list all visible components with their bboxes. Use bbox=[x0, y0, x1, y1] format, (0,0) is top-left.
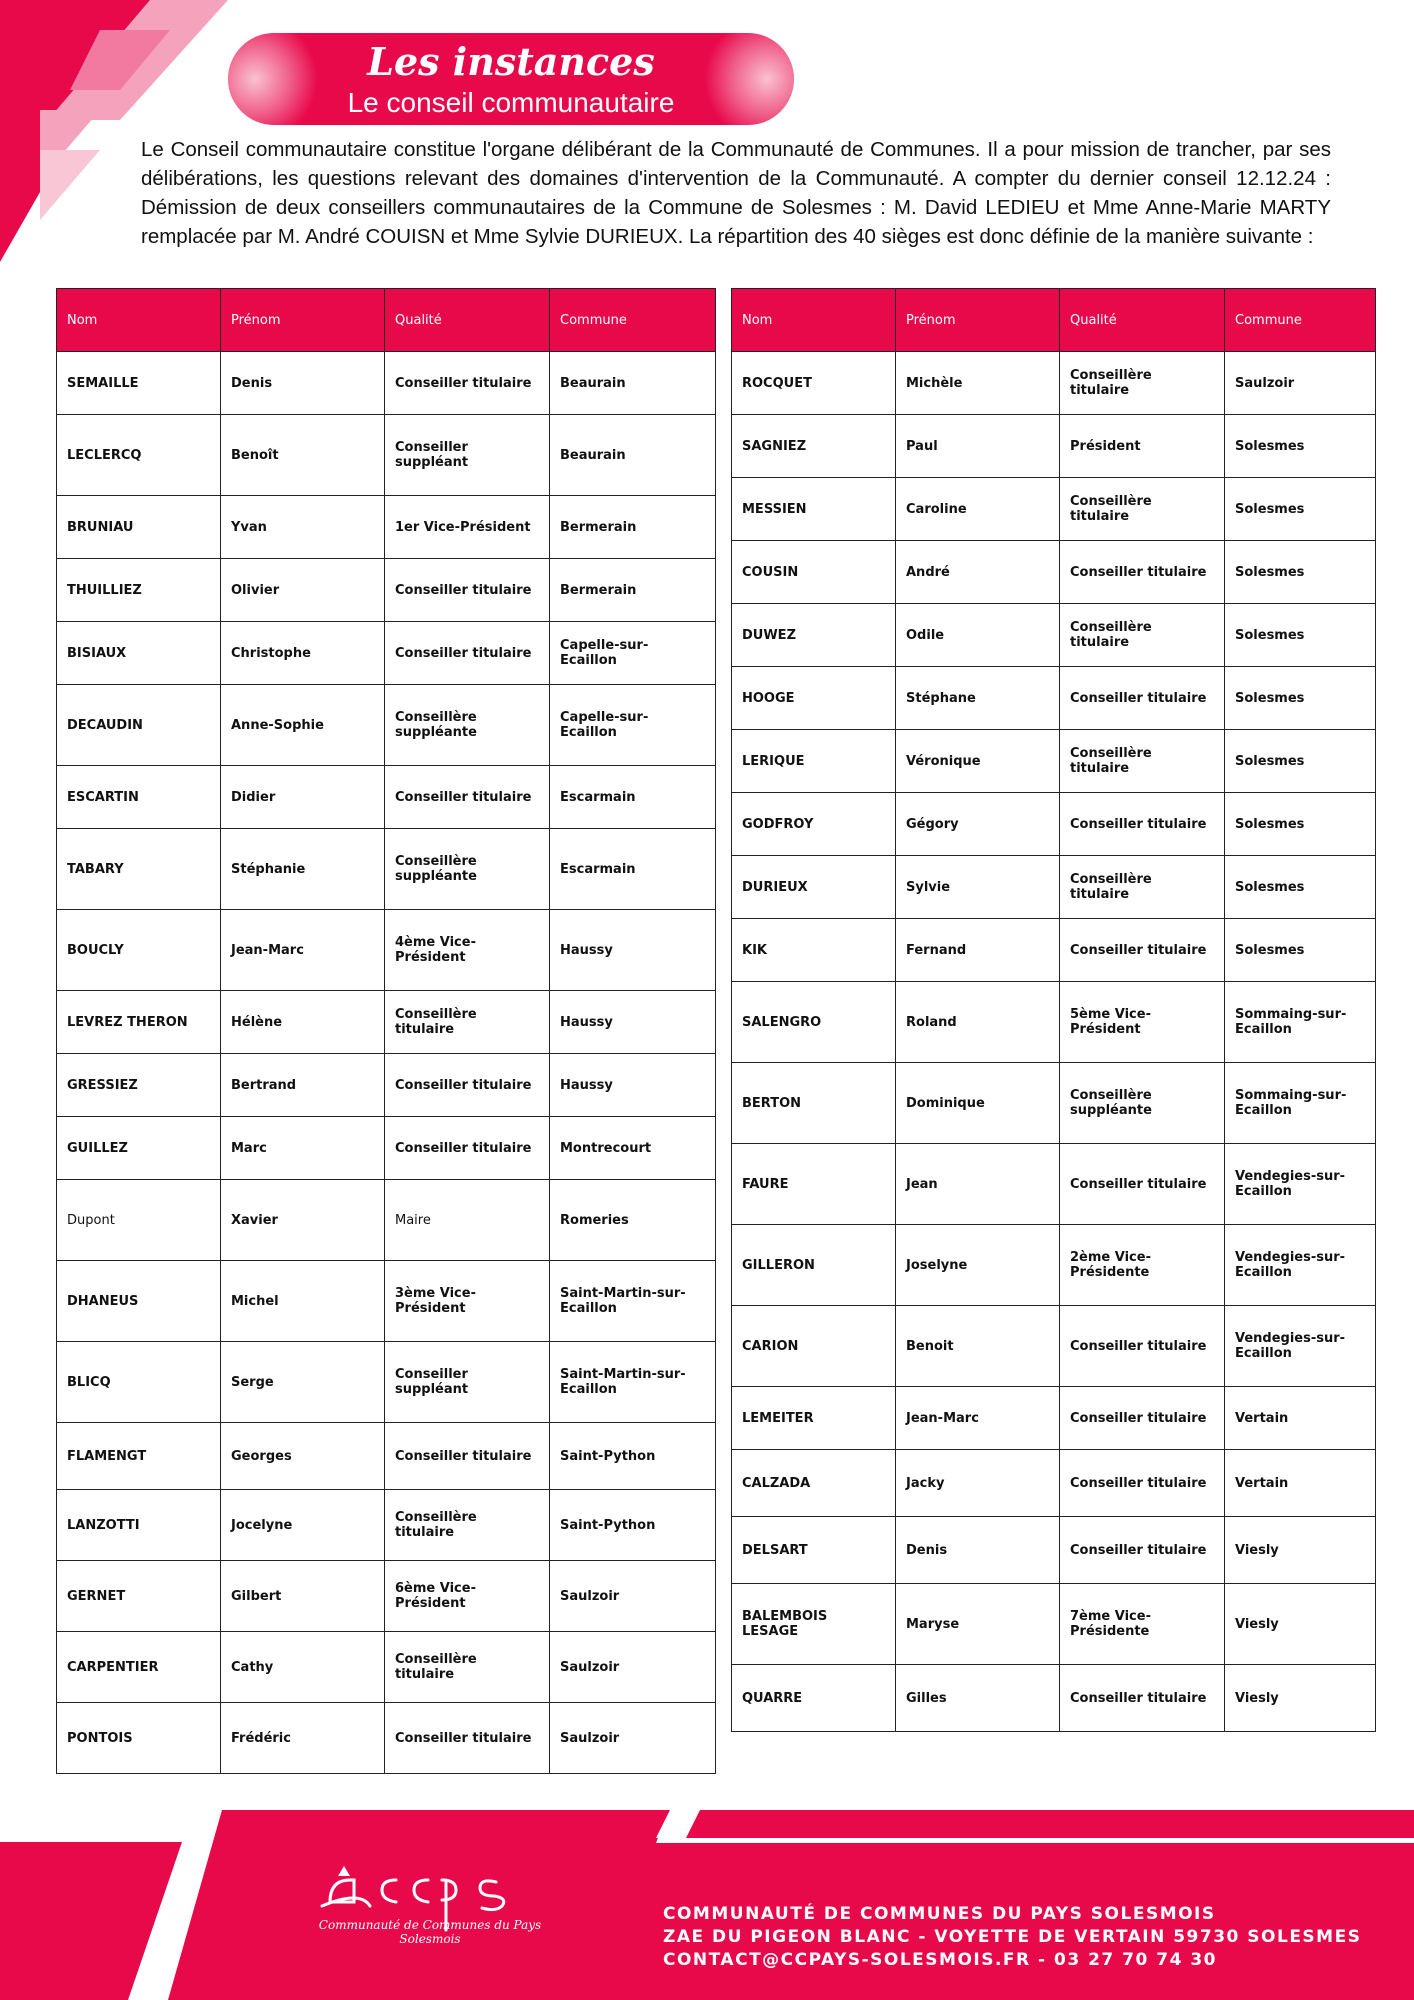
cell-commune: Solesmes bbox=[1225, 667, 1376, 730]
table-row bbox=[57, 766, 716, 829]
cell-commune: Saulzoir bbox=[550, 1561, 716, 1632]
cell-commune: Solesmes bbox=[1225, 793, 1376, 856]
table-row bbox=[57, 415, 716, 496]
cell-prenom: Denis bbox=[221, 352, 385, 415]
cell-commune: Sommaing-sur-Ecaillon bbox=[1225, 1063, 1376, 1144]
cell-nom: THUILLIEZ bbox=[57, 559, 221, 622]
table-row bbox=[732, 604, 1376, 667]
cell-qualite: Conseillère suppléante bbox=[385, 829, 550, 910]
col-header-qualite: Qualité bbox=[385, 289, 550, 352]
table-row bbox=[732, 1306, 1376, 1387]
cell-prenom: Jacky bbox=[896, 1450, 1060, 1517]
table-row bbox=[57, 559, 716, 622]
cell-qualite: 2ème Vice-Présidente bbox=[1060, 1225, 1225, 1306]
cell-commune: Solesmes bbox=[1225, 730, 1376, 793]
cell-prenom: Véronique bbox=[896, 730, 1060, 793]
cell-qualite: Conseiller titulaire bbox=[1060, 1306, 1225, 1387]
cell-nom: BERTON bbox=[732, 1063, 896, 1144]
council-table-right bbox=[731, 288, 1376, 1732]
cell-qualite: Conseiller titulaire bbox=[385, 352, 550, 415]
table-row bbox=[57, 1117, 716, 1180]
cell-nom: TABARY bbox=[57, 829, 221, 910]
cell-prenom: Cathy bbox=[221, 1632, 385, 1703]
cell-commune: Saint-Martin-sur-Ecaillon bbox=[550, 1261, 716, 1342]
cell-prenom: Gilbert bbox=[221, 1561, 385, 1632]
cell-prenom: Anne-Sophie bbox=[221, 685, 385, 766]
cell-prenom: Georges bbox=[221, 1423, 385, 1490]
cell-qualite: Conseillère suppléante bbox=[385, 685, 550, 766]
cell-nom: HOOGE bbox=[732, 667, 896, 730]
cell-qualite: Conseillère titulaire bbox=[385, 991, 550, 1054]
cell-nom: DURIEUX bbox=[732, 856, 896, 919]
contact-address: ZAE DU PIGEON BLANC - VOYETTE DE VERTAIN 59730 SOLESMES bbox=[663, 1927, 1362, 1947]
cell-commune: Haussy bbox=[550, 1054, 716, 1117]
cell-prenom: Michel bbox=[221, 1261, 385, 1342]
cell-nom: LANZOTTI bbox=[57, 1490, 221, 1561]
cell-qualite: Conseillère suppléante bbox=[1060, 1063, 1225, 1144]
cell-prenom: Joselyne bbox=[896, 1225, 1060, 1306]
cell-commune: Vendegies-sur-Ecaillon bbox=[1225, 1144, 1376, 1225]
table-row bbox=[732, 415, 1376, 478]
cell-qualite: Conseiller titulaire bbox=[1060, 667, 1225, 730]
cell-qualite: Conseillère titulaire bbox=[1060, 352, 1225, 415]
cell-prenom: Olivier bbox=[221, 559, 385, 622]
table-row bbox=[732, 1063, 1376, 1144]
cell-commune: Escarmain bbox=[550, 829, 716, 910]
cell-commune: Solesmes bbox=[1225, 856, 1376, 919]
cell-qualite: 6ème Vice-Président bbox=[385, 1561, 550, 1632]
cell-prenom: Serge bbox=[221, 1342, 385, 1423]
col-header-qualite: Qualité bbox=[1060, 289, 1225, 352]
cell-qualite: Conseillère titulaire bbox=[1060, 856, 1225, 919]
cell-qualite: 3ème Vice-Président bbox=[385, 1261, 550, 1342]
cell-nom: DUWEZ bbox=[732, 604, 896, 667]
cell-qualite: 1er Vice-Président bbox=[385, 496, 550, 559]
cell-nom: KIK bbox=[732, 919, 896, 982]
cell-nom: LECLERCQ bbox=[57, 415, 221, 496]
cell-nom: SEMAILLE bbox=[57, 352, 221, 415]
table-row bbox=[732, 1450, 1376, 1517]
cell-prenom: Odile bbox=[896, 604, 1060, 667]
intro-paragraph: Le Conseil communautaire constitue l'organe délibérant de la Communauté de Communes. Il a pour mission de trancher, par ses délibérations, les questions relevant des domaines d'intervention de la Communauté. A compter du dernier conseil 12.12.24 : Démission de deux conseillers communautaires de la Commune de Solesmes : M. David LEDIEU et Mme Anne-Marie MARTY remplacée par M. André COUISN et Mme Sylvie DURIEUX. La répartition des 40 sièges est donc définie de la manière suivante : bbox=[141, 138, 1331, 248]
cell-nom: FAURE bbox=[732, 1144, 896, 1225]
cell-commune: Solesmes bbox=[1225, 415, 1376, 478]
cell-prenom: Gégory bbox=[896, 793, 1060, 856]
cell-commune: Vendegies-sur-Ecaillon bbox=[1225, 1306, 1376, 1387]
cell-commune: Vendegies-sur-Ecaillon bbox=[1225, 1225, 1376, 1306]
contact-block bbox=[663, 1903, 1361, 1972]
cell-commune: Solesmes bbox=[1225, 541, 1376, 604]
cell-nom: PONTOIS bbox=[57, 1703, 221, 1774]
table-row bbox=[57, 622, 716, 685]
cell-prenom: Stéphanie bbox=[221, 829, 385, 910]
cell-qualite: Conseiller titulaire bbox=[1060, 541, 1225, 604]
cell-commune: Haussy bbox=[550, 991, 716, 1054]
table-row bbox=[732, 982, 1376, 1063]
table-header-row bbox=[57, 289, 716, 352]
table-row bbox=[732, 919, 1376, 982]
table-row bbox=[732, 1517, 1376, 1584]
table-row bbox=[732, 541, 1376, 604]
logo-caption: Communauté de Communes du Pays Solesmois bbox=[318, 1918, 542, 1946]
cell-qualite: Conseiller titulaire bbox=[1060, 1144, 1225, 1225]
cell-qualite: Conseiller titulaire bbox=[385, 622, 550, 685]
col-header-prenom: Prénom bbox=[896, 289, 1060, 352]
cell-prenom: André bbox=[896, 541, 1060, 604]
cell-prenom: Frédéric bbox=[221, 1703, 385, 1774]
cell-qualite: Conseiller titulaire bbox=[1060, 1665, 1225, 1732]
col-header-prenom: Prénom bbox=[221, 289, 385, 352]
cell-commune: Bermerain bbox=[550, 559, 716, 622]
cell-commune: Romeries bbox=[550, 1180, 716, 1261]
cell-nom: GUILLEZ bbox=[57, 1117, 221, 1180]
table-row bbox=[732, 667, 1376, 730]
col-header-commune: Commune bbox=[1225, 289, 1376, 352]
cell-commune: Saint-Python bbox=[550, 1423, 716, 1490]
cell-prenom: Didier bbox=[221, 766, 385, 829]
cell-prenom: Yvan bbox=[221, 496, 385, 559]
cell-nom: ESCARTIN bbox=[57, 766, 221, 829]
cell-nom: DELSART bbox=[732, 1517, 896, 1584]
cell-nom: GERNET bbox=[57, 1561, 221, 1632]
cell-nom: CARPENTIER bbox=[57, 1632, 221, 1703]
cell-commune: Saint-Python bbox=[550, 1490, 716, 1561]
cell-prenom: Maryse bbox=[896, 1584, 1060, 1665]
contact-organisation: COMMUNAUTÉ DE COMMUNES DU PAYS SOLESMOIS bbox=[663, 1904, 1216, 1924]
cell-qualite: Conseiller titulaire bbox=[385, 1054, 550, 1117]
col-header-nom: Nom bbox=[732, 289, 896, 352]
cell-prenom: Jean-Marc bbox=[221, 910, 385, 991]
cell-prenom: Bertrand bbox=[221, 1054, 385, 1117]
cell-prenom: Xavier bbox=[221, 1180, 385, 1261]
cell-qualite: Conseillère titulaire bbox=[1060, 604, 1225, 667]
cell-qualite: Conseillère titulaire bbox=[385, 1632, 550, 1703]
cell-qualite: Conseiller titulaire bbox=[385, 766, 550, 829]
table-row bbox=[732, 793, 1376, 856]
cell-prenom: Jean-Marc bbox=[896, 1387, 1060, 1450]
cell-nom: COUSIN bbox=[732, 541, 896, 604]
table-row bbox=[57, 829, 716, 910]
table-row bbox=[57, 910, 716, 991]
cell-nom: FLAMENGT bbox=[57, 1423, 221, 1490]
table-row bbox=[732, 352, 1376, 415]
cell-nom: BOUCLY bbox=[57, 910, 221, 991]
cell-prenom: Dominique bbox=[896, 1063, 1060, 1144]
cell-commune: Saulzoir bbox=[1225, 352, 1376, 415]
table-row bbox=[57, 685, 716, 766]
cell-commune: Haussy bbox=[550, 910, 716, 991]
cell-nom: BISIAUX bbox=[57, 622, 221, 685]
cell-commune: Solesmes bbox=[1225, 604, 1376, 667]
table-row bbox=[732, 1584, 1376, 1665]
cell-qualite: 5ème Vice-Président bbox=[1060, 982, 1225, 1063]
cell-commune: Solesmes bbox=[1225, 919, 1376, 982]
table-row bbox=[57, 352, 716, 415]
cell-nom: BRUNIAU bbox=[57, 496, 221, 559]
cell-qualite: Conseiller titulaire bbox=[1060, 919, 1225, 982]
cell-commune: Capelle-sur-Ecaillon bbox=[550, 685, 716, 766]
title-banner bbox=[228, 33, 794, 125]
cell-nom: DHANEUS bbox=[57, 1261, 221, 1342]
cell-nom: Dupont bbox=[57, 1180, 221, 1261]
cell-qualite: Conseillère titulaire bbox=[385, 1490, 550, 1561]
table-row bbox=[732, 1387, 1376, 1450]
table-header-row bbox=[732, 289, 1376, 352]
cell-commune: Vertain bbox=[1225, 1387, 1376, 1450]
cell-nom: BLICQ bbox=[57, 1342, 221, 1423]
cell-commune: Escarmain bbox=[550, 766, 716, 829]
cell-commune: Beaurain bbox=[550, 415, 716, 496]
cell-qualite: Conseillère titulaire bbox=[1060, 478, 1225, 541]
cell-nom: LEMEITER bbox=[732, 1387, 896, 1450]
table-row bbox=[57, 1490, 716, 1561]
cell-qualite: Conseiller titulaire bbox=[385, 1423, 550, 1490]
cell-prenom: Jocelyne bbox=[221, 1490, 385, 1561]
cell-prenom: Benoit bbox=[896, 1306, 1060, 1387]
cell-nom: DECAUDIN bbox=[57, 685, 221, 766]
table-row bbox=[57, 1054, 716, 1117]
contact-email-phone: CONTACT@CCPAYS-SOLESMOIS.FR - 03 27 70 74 30 bbox=[663, 1950, 1217, 1970]
cell-prenom: Sylvie bbox=[896, 856, 1060, 919]
cell-qualite: Maire bbox=[385, 1180, 550, 1261]
cell-nom: LEVREZ THERON bbox=[57, 991, 221, 1054]
cell-nom: SALENGRO bbox=[732, 982, 896, 1063]
cell-nom: GRESSIEZ bbox=[57, 1054, 221, 1117]
cell-qualite: Conseiller titulaire bbox=[1060, 1517, 1225, 1584]
cell-qualite: 4ème Vice-Président bbox=[385, 910, 550, 991]
page-title: Les instances bbox=[367, 39, 655, 84]
cell-prenom: Roland bbox=[896, 982, 1060, 1063]
col-header-nom: Nom bbox=[57, 289, 221, 352]
table-row bbox=[57, 1180, 716, 1261]
table-row bbox=[57, 1632, 716, 1703]
cell-commune: Capelle-sur-Ecaillon bbox=[550, 622, 716, 685]
cell-prenom: Benoît bbox=[221, 415, 385, 496]
cell-nom: CARION bbox=[732, 1306, 896, 1387]
cell-commune: Saulzoir bbox=[550, 1632, 716, 1703]
cell-prenom: Denis bbox=[896, 1517, 1060, 1584]
cell-prenom: Michèle bbox=[896, 352, 1060, 415]
cell-prenom: Marc bbox=[221, 1117, 385, 1180]
cell-commune: Saint-Martin-sur-Ecaillon bbox=[550, 1342, 716, 1423]
cell-qualite: Conseiller titulaire bbox=[385, 1117, 550, 1180]
table-row bbox=[732, 1225, 1376, 1306]
table-row bbox=[732, 478, 1376, 541]
page-subtitle: Le conseil communautaire bbox=[347, 87, 675, 118]
cell-qualite: 7ème Vice-Présidente bbox=[1060, 1584, 1225, 1665]
cell-commune: Viesly bbox=[1225, 1665, 1376, 1732]
cell-prenom: Gilles bbox=[896, 1665, 1060, 1732]
cell-nom: GILLERON bbox=[732, 1225, 896, 1306]
cell-nom: BALEMBOIS LESAGE bbox=[732, 1584, 896, 1665]
cell-nom: LERIQUE bbox=[732, 730, 896, 793]
cell-commune: Sommaing-sur-Ecaillon bbox=[1225, 982, 1376, 1063]
cell-qualite: Conseiller suppléant bbox=[385, 415, 550, 496]
cell-qualite: Conseiller titulaire bbox=[1060, 1387, 1225, 1450]
cell-qualite: Conseiller suppléant bbox=[385, 1342, 550, 1423]
cell-prenom: Caroline bbox=[896, 478, 1060, 541]
cell-commune: Viesly bbox=[1225, 1517, 1376, 1584]
cell-commune: Saulzoir bbox=[550, 1703, 716, 1774]
cell-qualite: Président bbox=[1060, 415, 1225, 478]
cell-nom: QUARRE bbox=[732, 1665, 896, 1732]
table-row bbox=[57, 1261, 716, 1342]
cell-qualite: Conseillère titulaire bbox=[1060, 730, 1225, 793]
cell-commune: Bermerain bbox=[550, 496, 716, 559]
council-table-left bbox=[56, 288, 716, 1774]
cell-nom: GODFROY bbox=[732, 793, 896, 856]
cell-nom: SAGNIEZ bbox=[732, 415, 896, 478]
cell-commune: Viesly bbox=[1225, 1584, 1376, 1665]
table-row bbox=[732, 856, 1376, 919]
cell-commune: Vertain bbox=[1225, 1450, 1376, 1517]
cell-prenom: Jean bbox=[896, 1144, 1060, 1225]
table-row bbox=[57, 1423, 716, 1490]
cell-commune: Montrecourt bbox=[550, 1117, 716, 1180]
cell-prenom: Stéphane bbox=[896, 667, 1060, 730]
cell-prenom: Hélène bbox=[221, 991, 385, 1054]
cell-commune: Solesmes bbox=[1225, 478, 1376, 541]
cell-nom: CALZADA bbox=[732, 1450, 896, 1517]
cell-nom: ROCQUET bbox=[732, 352, 896, 415]
cell-nom: MESSIEN bbox=[732, 478, 896, 541]
table-row bbox=[732, 1144, 1376, 1225]
cell-qualite: Conseiller titulaire bbox=[385, 559, 550, 622]
table-row bbox=[732, 730, 1376, 793]
cell-prenom: Fernand bbox=[896, 919, 1060, 982]
cell-prenom: Paul bbox=[896, 415, 1060, 478]
cell-prenom: Christophe bbox=[221, 622, 385, 685]
cell-qualite: Conseiller titulaire bbox=[385, 1703, 550, 1774]
cell-qualite: Conseiller titulaire bbox=[1060, 1450, 1225, 1517]
table-row bbox=[57, 496, 716, 559]
col-header-commune: Commune bbox=[550, 289, 716, 352]
table-row bbox=[57, 1561, 716, 1632]
table-row bbox=[57, 1342, 716, 1423]
table-row bbox=[57, 991, 716, 1054]
table-row bbox=[57, 1703, 716, 1774]
cell-commune: Beaurain bbox=[550, 352, 716, 415]
cell-qualite: Conseiller titulaire bbox=[1060, 793, 1225, 856]
table-row bbox=[732, 1665, 1376, 1732]
